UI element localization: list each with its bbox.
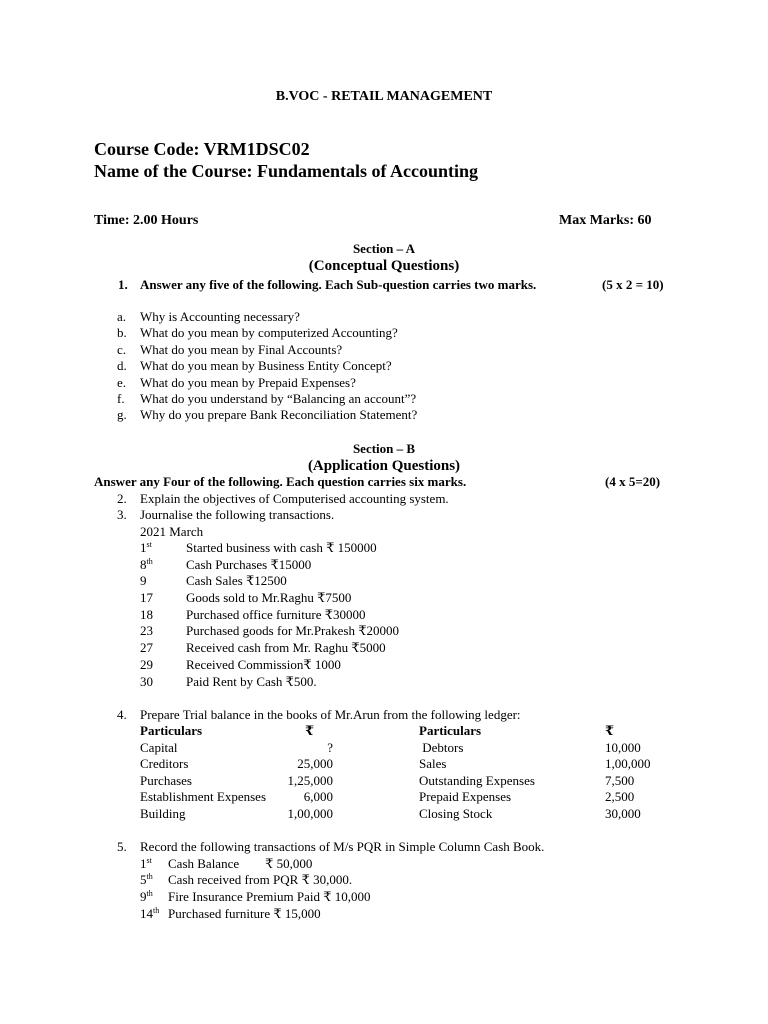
section-a-title: Section – A (352, 241, 416, 256)
list-item: What do you mean by Final Accounts? (140, 342, 343, 357)
column-header: ₹ (605, 723, 615, 738)
question-text: Prepare Trial balance in the books of Mr.Arun from the following ledger: (140, 707, 521, 722)
table-cell: Sales (419, 756, 447, 771)
transaction-date: 5th (140, 872, 153, 887)
transaction-text: Started business with cash ₹ 150000 (186, 540, 377, 555)
table-cell: 1,25,000 (287, 773, 333, 788)
question-number: 3. (117, 507, 127, 522)
transaction-text: Received cash from Mr. Raghu ₹5000 (186, 640, 386, 655)
transaction-text: Cash Purchases ₹15000 (186, 557, 312, 572)
column-header: ₹ (305, 723, 315, 738)
table-cell: 2,500 (605, 789, 635, 804)
question-text: Explain the objectives of Computerised accounting system. (140, 491, 449, 506)
transaction-text: Cash Balance ₹ 50,000 (168, 856, 313, 871)
list-item: What do you mean by Business Entity Concept? (140, 358, 392, 373)
table-cell: 7,500 (605, 773, 635, 788)
transaction-date: 9th (140, 889, 153, 904)
section-a-marks: (5 x 2 = 10) (602, 277, 664, 292)
list-item-label: f. (117, 391, 125, 406)
table-cell: Closing Stock (419, 806, 493, 821)
transaction-text: Purchased office furniture ₹30000 (186, 607, 366, 622)
table-cell: Purchases (140, 773, 192, 788)
transaction-date: 1st (140, 540, 152, 555)
list-item-label: c. (117, 342, 127, 357)
transaction-text: Purchased furniture ₹ 15,000 (168, 906, 321, 921)
question-number: 2. (117, 491, 127, 506)
list-item: Why do you prepare Bank Reconciliation Statement? (140, 407, 418, 422)
max-marks: Max Marks: 60 (559, 213, 652, 228)
section-a-instruction: Answer any five of the following. Each Sub-question carries two marks. (140, 277, 537, 292)
transaction-date: 30 (140, 674, 153, 689)
question-number: 4. (117, 707, 127, 722)
list-item-label: d. (117, 358, 127, 373)
table-cell: Prepaid Expenses (419, 789, 512, 804)
list-item: What do you mean by Prepaid Expenses? (140, 375, 356, 390)
transaction-date: 17 (140, 590, 153, 605)
table-cell: Creditors (140, 756, 189, 771)
transaction-text: Goods sold to Mr.Raghu ₹7500 (186, 590, 352, 605)
list-item-label: a. (117, 309, 127, 324)
transaction-date: 1st (140, 856, 152, 871)
course-code: Course Code: VRM1DSC02 (94, 139, 310, 159)
exam-time: Time: 2.00 Hours (94, 213, 199, 228)
column-header: Particulars (140, 723, 203, 738)
table-cell: Capital (140, 740, 178, 755)
table-cell: 6,000 (303, 789, 333, 804)
transaction-date: 9 (140, 573, 147, 588)
table-cell: 10,000 (605, 740, 641, 755)
section-b-marks: (4 x 5=20) (605, 474, 661, 489)
question-number: 5. (117, 839, 127, 854)
transaction-date: 8th (140, 557, 153, 572)
transaction-date: 23 (140, 623, 153, 638)
transaction-period: 2021 March (140, 524, 204, 539)
course-name: Name of the Course: Fundamentals of Accounting (94, 161, 478, 181)
section-b-title: Section – B (352, 441, 416, 456)
list-item-label: g. (117, 407, 127, 422)
column-header: Particulars (419, 723, 482, 738)
program-title: B.VOC - RETAIL MANAGEMENT (275, 89, 493, 104)
table-cell: Establishment Expenses (140, 789, 267, 804)
table-cell: 1,00,000 (287, 806, 333, 821)
list-item: Why is Accounting necessary? (140, 309, 300, 324)
transaction-text: Paid Rent by Cash ₹500. (186, 674, 317, 689)
table-cell: Debtors (419, 740, 464, 755)
table-cell: Building (140, 806, 186, 821)
question-text: Record the following transactions of M/s PQR in Simple Column Cash Book. (140, 839, 545, 854)
section-b-instruction: Answer any Four of the following. Each question carries six marks. (94, 474, 467, 489)
transaction-text: Purchased goods for Mr.Prakesh ₹20000 (186, 623, 399, 638)
table-cell: 30,000 (605, 806, 641, 821)
question-number: 1. (118, 277, 128, 292)
transaction-text: Received Commission₹ 1000 (186, 657, 341, 672)
table-cell: ? (327, 740, 333, 755)
transaction-date: 14th (140, 906, 160, 921)
transaction-date: 27 (140, 640, 153, 655)
table-cell: 1,00,000 (605, 756, 651, 771)
transaction-text: Fire Insurance Premium Paid ₹ 10,000 (168, 889, 371, 904)
transaction-text: Cash Sales ₹12500 (186, 573, 287, 588)
table-cell: 25,000 (297, 756, 333, 771)
section-b-subtitle: (Application Questions) (307, 458, 461, 474)
list-item: What do you mean by computerized Accounting? (140, 325, 398, 340)
question-text: Journalise the following transactions. (140, 507, 335, 522)
section-a-subtitle: (Conceptual Questions) (308, 258, 460, 274)
table-cell: Outstanding Expenses (419, 773, 535, 788)
transaction-text: Cash received from PQR ₹ 30,000. (168, 872, 353, 887)
list-item-label: e. (117, 375, 127, 390)
list-item: What do you understand by “Balancing an account”? (140, 391, 417, 406)
transaction-date: 18 (140, 607, 153, 622)
list-item-label: b. (117, 325, 127, 340)
transaction-date: 29 (140, 657, 153, 672)
